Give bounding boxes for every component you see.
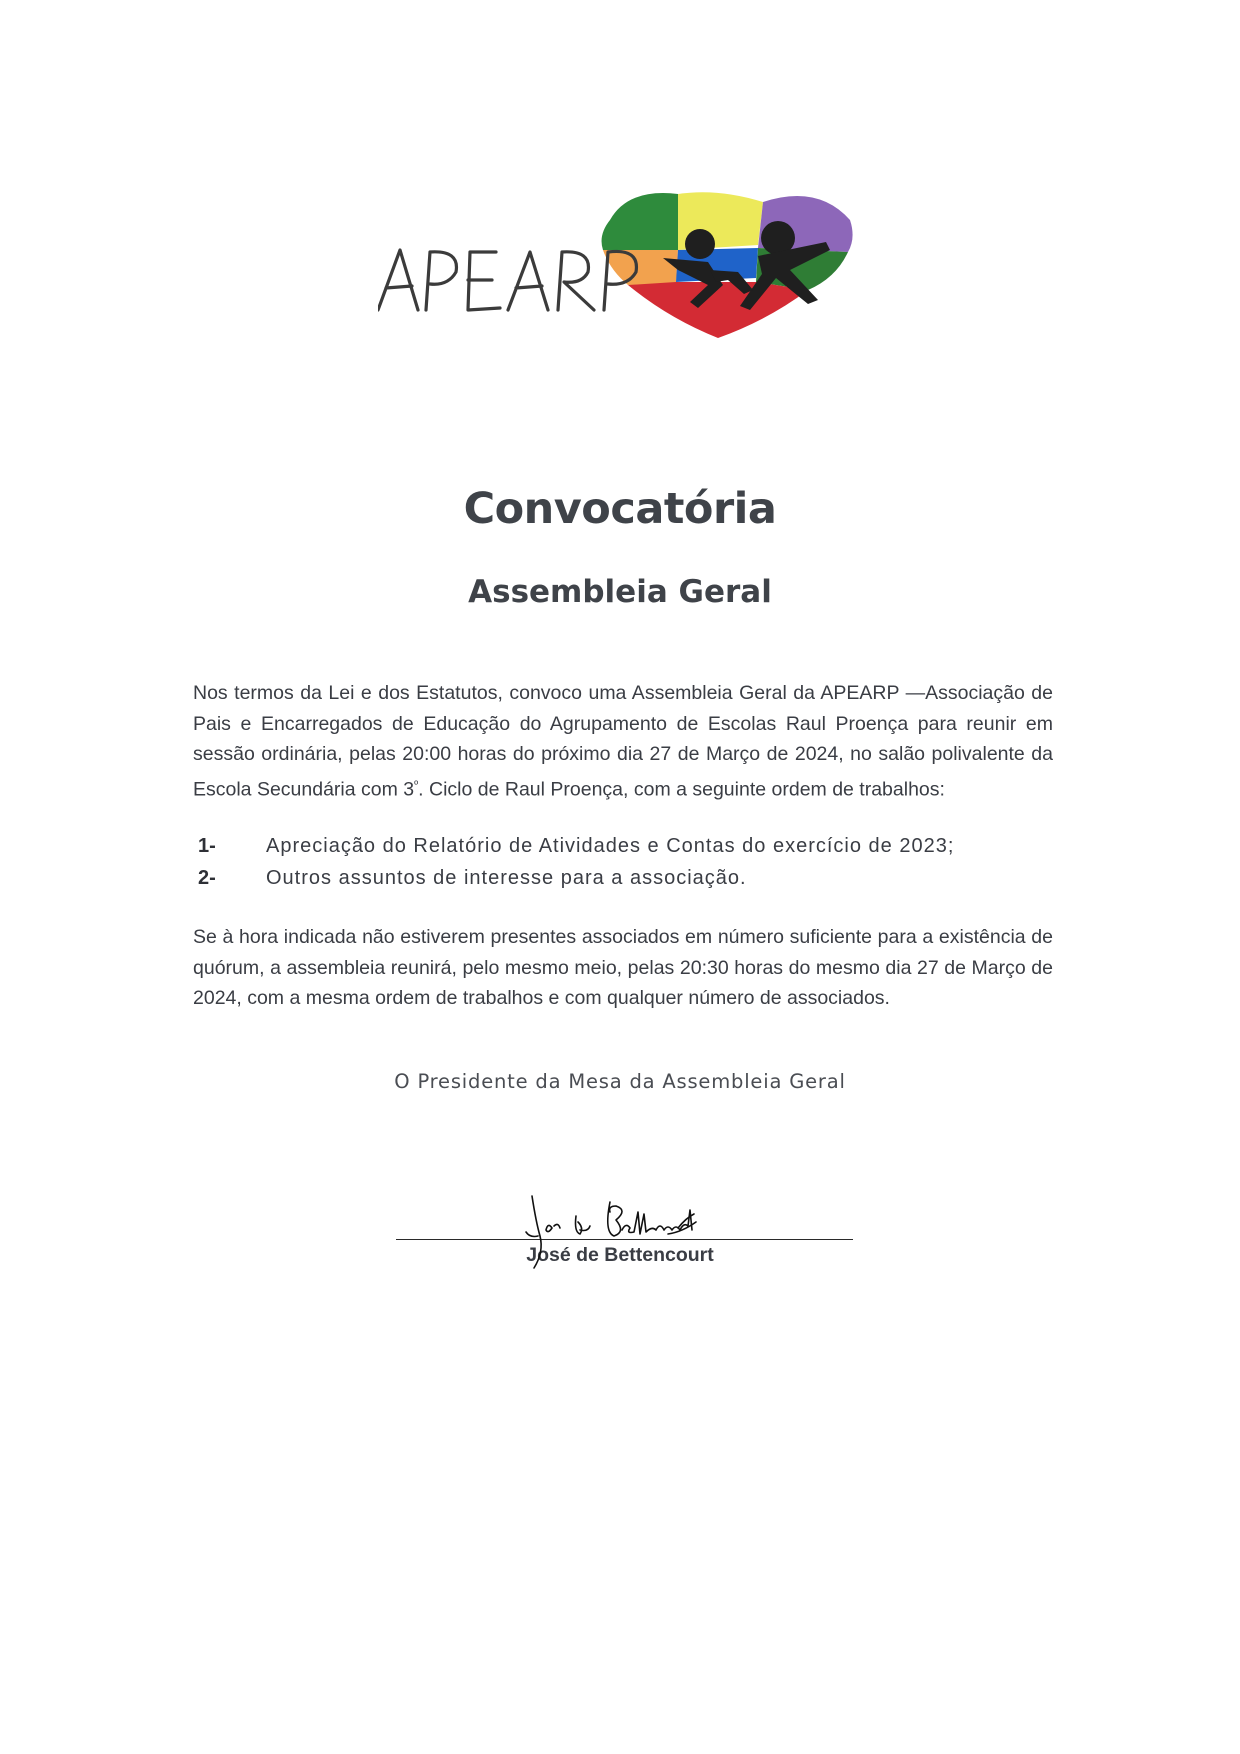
convocation-paragraph xyxy=(193,678,1053,805)
ordinal-superscript: º xyxy=(414,778,419,791)
paragraph-text: Nos termos da Lei e dos Estatutos, convoco uma Assembleia Geral da APEARP —Associação de Pais e Encarregados de Educação do Agrupamento de Escolas Raul Proença para reunir em sessão ordinária, pelas 20:00 horas do próximo dia 27 de Março de 2024, no salão polivalente da Escola Secundária com 3 xyxy=(193,682,1053,800)
agenda-number: 1- xyxy=(198,835,216,857)
agenda-text: Apreciação do Relatório de Atividades e Contas do exercício de 2023; xyxy=(266,835,955,857)
puzzle-heart-logo-icon xyxy=(378,190,878,340)
signature-icon xyxy=(518,1192,698,1272)
list-item xyxy=(198,862,1058,894)
signatory-name: José de Bettencourt xyxy=(526,1244,714,1266)
agenda-number: 2- xyxy=(198,867,216,889)
logo-red-piece xyxy=(628,282,808,338)
logo-orange-piece xyxy=(603,250,678,285)
paragraph-text-end: . Ciclo de Raul Proença, com a seguinte ordem de trabalhos: xyxy=(418,778,945,800)
list-item xyxy=(198,830,1058,862)
quorum-paragraph: Se à hora indicada não estiverem presentes associados em número suficiente para a existência de quórum, a assembleia reunirá, pelo mesmo meio, pelas 20:30 horas do mesmo dia 27 de Março de 2024, com a mesma ordem de trabalhos e com qualquer número de associados. xyxy=(193,926,1053,1009)
agenda-list xyxy=(198,830,1058,894)
document-subtitle: Assembleia Geral xyxy=(468,574,772,610)
president-label: O Presidente da Mesa da Assembleia Geral xyxy=(394,1070,846,1093)
apearp-logo xyxy=(378,190,878,340)
logo-green-piece xyxy=(602,193,678,250)
agenda-text: Outros assuntos de interesse para a associação. xyxy=(266,867,747,889)
document-title: Convocatória xyxy=(463,484,777,534)
handwritten-signature xyxy=(518,1192,698,1272)
logo-apearp-lettering xyxy=(378,250,636,310)
